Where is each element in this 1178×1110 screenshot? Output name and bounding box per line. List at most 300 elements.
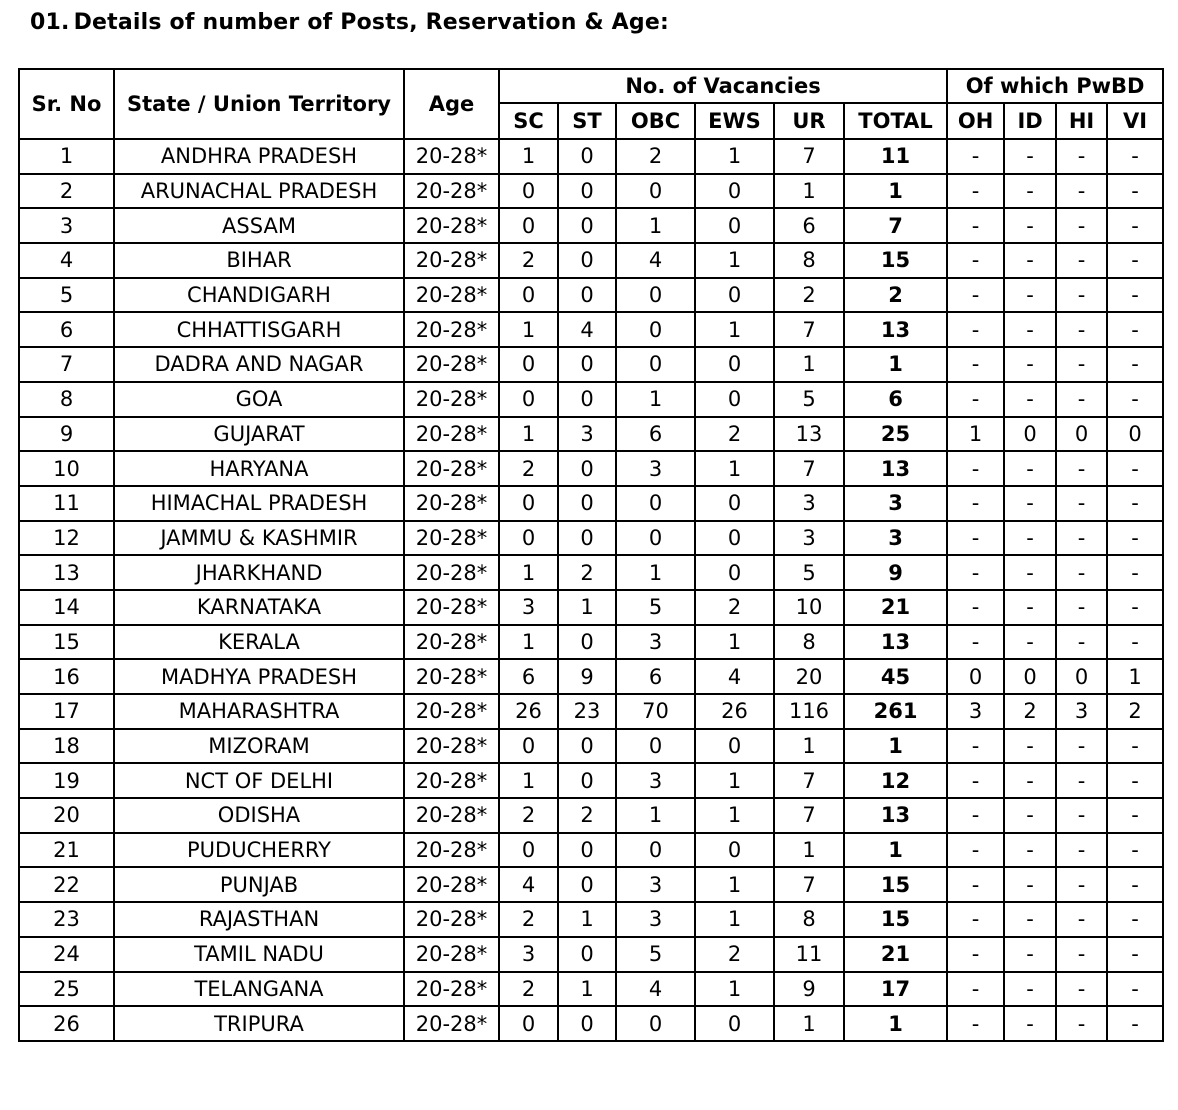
cell-state: PUDUCHERRY bbox=[114, 833, 404, 868]
cell-obc: 0 bbox=[616, 521, 695, 556]
cell-hi: - bbox=[1056, 625, 1107, 660]
cell-vi: - bbox=[1107, 1006, 1163, 1041]
cell-id: 2 bbox=[1004, 694, 1056, 729]
cell-obc: 3 bbox=[616, 867, 695, 902]
cell-obc: 70 bbox=[616, 694, 695, 729]
cell-obc: 1 bbox=[616, 798, 695, 833]
cell-sr-no: 3 bbox=[19, 208, 114, 243]
cell-st: 0 bbox=[558, 243, 616, 278]
cell-id: 0 bbox=[1004, 659, 1056, 694]
cell-hi: - bbox=[1056, 763, 1107, 798]
cell-sr-no: 16 bbox=[19, 659, 114, 694]
cell-st: 0 bbox=[558, 625, 616, 660]
cell-sc: 1 bbox=[499, 139, 558, 174]
cell-st: 3 bbox=[558, 417, 616, 452]
header-pwbd-group: Of which PwBD bbox=[947, 69, 1163, 103]
cell-st: 0 bbox=[558, 139, 616, 174]
cell-total: 1 bbox=[844, 729, 947, 764]
cell-obc: 1 bbox=[616, 382, 695, 417]
cell-oh: - bbox=[947, 451, 1004, 486]
cell-age: 20-28* bbox=[404, 798, 499, 833]
cell-st: 2 bbox=[558, 798, 616, 833]
table-row bbox=[19, 208, 1163, 243]
cell-st: 0 bbox=[558, 174, 616, 209]
cell-st: 0 bbox=[558, 867, 616, 902]
cell-id: - bbox=[1004, 625, 1056, 660]
cell-ews: 0 bbox=[695, 555, 774, 590]
cell-state: GOA bbox=[114, 382, 404, 417]
table-row bbox=[19, 382, 1163, 417]
cell-ews: 26 bbox=[695, 694, 774, 729]
header-sr-no: Sr. No bbox=[19, 69, 114, 139]
cell-sr-no: 5 bbox=[19, 278, 114, 313]
cell-vi: - bbox=[1107, 486, 1163, 521]
cell-id: - bbox=[1004, 972, 1056, 1007]
cell-ews: 0 bbox=[695, 174, 774, 209]
cell-oh: - bbox=[947, 833, 1004, 868]
cell-state: JHARKHAND bbox=[114, 555, 404, 590]
cell-state: TRIPURA bbox=[114, 1006, 404, 1041]
cell-age: 20-28* bbox=[404, 1006, 499, 1041]
cell-vi: - bbox=[1107, 937, 1163, 972]
cell-oh: 3 bbox=[947, 694, 1004, 729]
cell-oh: - bbox=[947, 867, 1004, 902]
cell-ews: 1 bbox=[695, 243, 774, 278]
cell-id: - bbox=[1004, 937, 1056, 972]
cell-ews: 1 bbox=[695, 625, 774, 660]
cell-oh: - bbox=[947, 1006, 1004, 1041]
cell-obc: 0 bbox=[616, 729, 695, 764]
cell-age: 20-28* bbox=[404, 417, 499, 452]
cell-age: 20-28* bbox=[404, 278, 499, 313]
cell-age: 20-28* bbox=[404, 972, 499, 1007]
cell-obc: 6 bbox=[616, 417, 695, 452]
cell-state: KARNATAKA bbox=[114, 590, 404, 625]
cell-ur: 1 bbox=[774, 833, 844, 868]
cell-oh: - bbox=[947, 625, 1004, 660]
cell-sc: 1 bbox=[499, 763, 558, 798]
table-row bbox=[19, 243, 1163, 278]
header-oh: OH bbox=[947, 103, 1004, 139]
cell-total: 17 bbox=[844, 972, 947, 1007]
cell-st: 4 bbox=[558, 312, 616, 347]
cell-total: 2 bbox=[844, 278, 947, 313]
cell-ews: 0 bbox=[695, 486, 774, 521]
cell-ur: 8 bbox=[774, 625, 844, 660]
cell-sr-no: 17 bbox=[19, 694, 114, 729]
cell-hi: - bbox=[1056, 798, 1107, 833]
cell-id: - bbox=[1004, 382, 1056, 417]
cell-sr-no: 24 bbox=[19, 937, 114, 972]
cell-sr-no: 11 bbox=[19, 486, 114, 521]
cell-hi: - bbox=[1056, 972, 1107, 1007]
cell-sr-no: 12 bbox=[19, 521, 114, 556]
cell-st: 0 bbox=[558, 208, 616, 243]
cell-obc: 1 bbox=[616, 555, 695, 590]
cell-ews: 0 bbox=[695, 382, 774, 417]
cell-vi: - bbox=[1107, 347, 1163, 382]
cell-hi: - bbox=[1056, 486, 1107, 521]
cell-state: TAMIL NADU bbox=[114, 937, 404, 972]
cell-total: 1 bbox=[844, 833, 947, 868]
cell-age: 20-28* bbox=[404, 486, 499, 521]
cell-obc: 2 bbox=[616, 139, 695, 174]
cell-id: - bbox=[1004, 486, 1056, 521]
cell-st: 1 bbox=[558, 972, 616, 1007]
cell-hi: - bbox=[1056, 937, 1107, 972]
cell-sr-no: 4 bbox=[19, 243, 114, 278]
cell-total: 261 bbox=[844, 694, 947, 729]
cell-oh: 1 bbox=[947, 417, 1004, 452]
cell-obc: 6 bbox=[616, 659, 695, 694]
cell-id: - bbox=[1004, 590, 1056, 625]
header-ur: UR bbox=[774, 103, 844, 139]
cell-ur: 10 bbox=[774, 590, 844, 625]
cell-sr-no: 21 bbox=[19, 833, 114, 868]
table-row bbox=[19, 417, 1163, 452]
cell-sc: 0 bbox=[499, 1006, 558, 1041]
cell-st: 0 bbox=[558, 833, 616, 868]
cell-obc: 5 bbox=[616, 937, 695, 972]
table-row bbox=[19, 625, 1163, 660]
cell-state: RAJASTHAN bbox=[114, 902, 404, 937]
header-hi: HI bbox=[1056, 103, 1107, 139]
cell-obc: 3 bbox=[616, 763, 695, 798]
cell-st: 0 bbox=[558, 521, 616, 556]
cell-id: - bbox=[1004, 451, 1056, 486]
cell-id: - bbox=[1004, 208, 1056, 243]
cell-state: BIHAR bbox=[114, 243, 404, 278]
cell-id: - bbox=[1004, 347, 1056, 382]
cell-vi: - bbox=[1107, 451, 1163, 486]
cell-st: 9 bbox=[558, 659, 616, 694]
cell-total: 7 bbox=[844, 208, 947, 243]
cell-total: 13 bbox=[844, 625, 947, 660]
cell-ur: 1 bbox=[774, 347, 844, 382]
cell-total: 1 bbox=[844, 347, 947, 382]
cell-oh: - bbox=[947, 347, 1004, 382]
cell-vi: 2 bbox=[1107, 694, 1163, 729]
table-row bbox=[19, 1006, 1163, 1041]
cell-id: - bbox=[1004, 729, 1056, 764]
table-row bbox=[19, 278, 1163, 313]
cell-ur: 7 bbox=[774, 798, 844, 833]
cell-total: 13 bbox=[844, 451, 947, 486]
cell-ur: 3 bbox=[774, 486, 844, 521]
cell-obc: 4 bbox=[616, 972, 695, 1007]
cell-obc: 0 bbox=[616, 486, 695, 521]
cell-oh: - bbox=[947, 312, 1004, 347]
cell-sc: 0 bbox=[499, 208, 558, 243]
cell-st: 23 bbox=[558, 694, 616, 729]
cell-state: KERALA bbox=[114, 625, 404, 660]
cell-age: 20-28* bbox=[404, 347, 499, 382]
cell-sc: 1 bbox=[499, 312, 558, 347]
cell-id: - bbox=[1004, 243, 1056, 278]
cell-id: - bbox=[1004, 902, 1056, 937]
cell-ews: 2 bbox=[695, 417, 774, 452]
table-row bbox=[19, 312, 1163, 347]
header-vacancies-group: No. of Vacancies bbox=[499, 69, 947, 103]
cell-state: MIZORAM bbox=[114, 729, 404, 764]
cell-obc: 0 bbox=[616, 833, 695, 868]
cell-sr-no: 18 bbox=[19, 729, 114, 764]
header-age: Age bbox=[404, 69, 499, 139]
table-row bbox=[19, 521, 1163, 556]
cell-st: 0 bbox=[558, 486, 616, 521]
header-id: ID bbox=[1004, 103, 1056, 139]
cell-total: 45 bbox=[844, 659, 947, 694]
cell-obc: 0 bbox=[616, 278, 695, 313]
cell-st: 0 bbox=[558, 347, 616, 382]
cell-hi: - bbox=[1056, 382, 1107, 417]
cell-id: - bbox=[1004, 1006, 1056, 1041]
cell-sr-no: 10 bbox=[19, 451, 114, 486]
cell-obc: 3 bbox=[616, 902, 695, 937]
cell-obc: 0 bbox=[616, 1006, 695, 1041]
cell-st: 0 bbox=[558, 763, 616, 798]
cell-sr-no: 13 bbox=[19, 555, 114, 590]
cell-vi: - bbox=[1107, 139, 1163, 174]
cell-ews: 2 bbox=[695, 937, 774, 972]
cell-ur: 1 bbox=[774, 1006, 844, 1041]
cell-state: PUNJAB bbox=[114, 867, 404, 902]
cell-id: - bbox=[1004, 521, 1056, 556]
cell-sc: 2 bbox=[499, 972, 558, 1007]
cell-hi: - bbox=[1056, 208, 1107, 243]
cell-ur: 7 bbox=[774, 867, 844, 902]
cell-sc: 2 bbox=[499, 243, 558, 278]
cell-oh: - bbox=[947, 243, 1004, 278]
cell-st: 1 bbox=[558, 902, 616, 937]
cell-sr-no: 22 bbox=[19, 867, 114, 902]
cell-sc: 0 bbox=[499, 278, 558, 313]
header-sc: SC bbox=[499, 103, 558, 139]
cell-total: 21 bbox=[844, 937, 947, 972]
cell-oh: - bbox=[947, 382, 1004, 417]
cell-hi: - bbox=[1056, 555, 1107, 590]
cell-sc: 0 bbox=[499, 521, 558, 556]
cell-sr-no: 23 bbox=[19, 902, 114, 937]
cell-hi: 0 bbox=[1056, 417, 1107, 452]
cell-id: - bbox=[1004, 278, 1056, 313]
cell-state: NCT OF DELHI bbox=[114, 763, 404, 798]
cell-vi: - bbox=[1107, 729, 1163, 764]
cell-age: 20-28* bbox=[404, 729, 499, 764]
cell-age: 20-28* bbox=[404, 139, 499, 174]
cell-total: 25 bbox=[844, 417, 947, 452]
table-row bbox=[19, 729, 1163, 764]
cell-obc: 0 bbox=[616, 312, 695, 347]
cell-ur: 20 bbox=[774, 659, 844, 694]
cell-vi: - bbox=[1107, 972, 1163, 1007]
cell-state: GUJARAT bbox=[114, 417, 404, 452]
cell-total: 15 bbox=[844, 243, 947, 278]
cell-total: 11 bbox=[844, 139, 947, 174]
table-row bbox=[19, 798, 1163, 833]
cell-age: 20-28* bbox=[404, 763, 499, 798]
cell-oh: - bbox=[947, 555, 1004, 590]
cell-oh: - bbox=[947, 174, 1004, 209]
cell-vi: - bbox=[1107, 763, 1163, 798]
cell-hi: - bbox=[1056, 139, 1107, 174]
cell-oh: - bbox=[947, 139, 1004, 174]
cell-oh: - bbox=[947, 902, 1004, 937]
cell-obc: 0 bbox=[616, 347, 695, 382]
header-total: TOTAL bbox=[844, 103, 947, 139]
cell-sc: 0 bbox=[499, 729, 558, 764]
cell-age: 20-28* bbox=[404, 694, 499, 729]
cell-sr-no: 19 bbox=[19, 763, 114, 798]
cell-ur: 8 bbox=[774, 902, 844, 937]
cell-id: 0 bbox=[1004, 417, 1056, 452]
cell-vi: - bbox=[1107, 243, 1163, 278]
cell-total: 13 bbox=[844, 312, 947, 347]
cell-age: 20-28* bbox=[404, 902, 499, 937]
cell-ur: 13 bbox=[774, 417, 844, 452]
cell-id: - bbox=[1004, 312, 1056, 347]
cell-age: 20-28* bbox=[404, 659, 499, 694]
cell-id: - bbox=[1004, 867, 1056, 902]
cell-obc: 4 bbox=[616, 243, 695, 278]
cell-hi: 3 bbox=[1056, 694, 1107, 729]
cell-ur: 7 bbox=[774, 451, 844, 486]
table-header bbox=[19, 69, 1163, 139]
cell-st: 0 bbox=[558, 937, 616, 972]
cell-state: CHHATTISGARH bbox=[114, 312, 404, 347]
cell-oh: - bbox=[947, 937, 1004, 972]
cell-id: - bbox=[1004, 763, 1056, 798]
header-vi: VI bbox=[1107, 103, 1163, 139]
cell-oh: - bbox=[947, 521, 1004, 556]
cell-hi: - bbox=[1056, 590, 1107, 625]
cell-hi: - bbox=[1056, 867, 1107, 902]
cell-ur: 8 bbox=[774, 243, 844, 278]
cell-state: MAHARASHTRA bbox=[114, 694, 404, 729]
header-ews: EWS bbox=[695, 103, 774, 139]
cell-ews: 1 bbox=[695, 972, 774, 1007]
cell-vi: 0 bbox=[1107, 417, 1163, 452]
cell-total: 1 bbox=[844, 1006, 947, 1041]
cell-age: 20-28* bbox=[404, 833, 499, 868]
cell-vi: - bbox=[1107, 590, 1163, 625]
cell-age: 20-28* bbox=[404, 243, 499, 278]
cell-ur: 1 bbox=[774, 174, 844, 209]
cell-ur: 7 bbox=[774, 763, 844, 798]
cell-state: MADHYA PRADESH bbox=[114, 659, 404, 694]
cell-st: 1 bbox=[558, 590, 616, 625]
cell-ur: 7 bbox=[774, 312, 844, 347]
cell-oh: - bbox=[947, 763, 1004, 798]
cell-obc: 5 bbox=[616, 590, 695, 625]
cell-sc: 3 bbox=[499, 937, 558, 972]
cell-hi: - bbox=[1056, 729, 1107, 764]
header-st: ST bbox=[558, 103, 616, 139]
cell-total: 6 bbox=[844, 382, 947, 417]
table-row bbox=[19, 659, 1163, 694]
cell-total: 9 bbox=[844, 555, 947, 590]
cell-total: 12 bbox=[844, 763, 947, 798]
cell-state: HARYANA bbox=[114, 451, 404, 486]
cell-age: 20-28* bbox=[404, 521, 499, 556]
cell-oh: - bbox=[947, 278, 1004, 313]
cell-hi: - bbox=[1056, 312, 1107, 347]
section-heading bbox=[30, 10, 669, 35]
cell-ews: 1 bbox=[695, 451, 774, 486]
cell-obc: 3 bbox=[616, 451, 695, 486]
cell-vi: - bbox=[1107, 902, 1163, 937]
cell-obc: 3 bbox=[616, 625, 695, 660]
cell-age: 20-28* bbox=[404, 312, 499, 347]
cell-sc: 0 bbox=[499, 382, 558, 417]
cell-ur: 7 bbox=[774, 139, 844, 174]
cell-state: CHANDIGARH bbox=[114, 278, 404, 313]
table-row bbox=[19, 694, 1163, 729]
cell-age: 20-28* bbox=[404, 625, 499, 660]
cell-sr-no: 14 bbox=[19, 590, 114, 625]
cell-id: - bbox=[1004, 555, 1056, 590]
cell-sc: 2 bbox=[499, 451, 558, 486]
table-row bbox=[19, 937, 1163, 972]
cell-ur: 116 bbox=[774, 694, 844, 729]
cell-ur: 1 bbox=[774, 729, 844, 764]
cell-sc: 3 bbox=[499, 590, 558, 625]
section-title: Details of number of Posts, Reservation & Age: bbox=[73, 10, 669, 35]
table-row bbox=[19, 867, 1163, 902]
cell-obc: 1 bbox=[616, 208, 695, 243]
cell-sc: 1 bbox=[499, 625, 558, 660]
cell-sr-no: 2 bbox=[19, 174, 114, 209]
cell-vi: - bbox=[1107, 833, 1163, 868]
cell-vi: 1 bbox=[1107, 659, 1163, 694]
cell-sr-no: 1 bbox=[19, 139, 114, 174]
cell-state: ODISHA bbox=[114, 798, 404, 833]
cell-ur: 3 bbox=[774, 521, 844, 556]
cell-ur: 2 bbox=[774, 278, 844, 313]
table-row bbox=[19, 174, 1163, 209]
cell-sc: 4 bbox=[499, 867, 558, 902]
cell-id: - bbox=[1004, 139, 1056, 174]
table-row bbox=[19, 451, 1163, 486]
cell-sc: 2 bbox=[499, 798, 558, 833]
cell-vi: - bbox=[1107, 382, 1163, 417]
cell-st: 0 bbox=[558, 1006, 616, 1041]
cell-st: 0 bbox=[558, 382, 616, 417]
cell-ur: 6 bbox=[774, 208, 844, 243]
cell-ews: 0 bbox=[695, 833, 774, 868]
section-number: 01. bbox=[30, 10, 70, 35]
vacancy-table bbox=[18, 68, 1164, 1042]
table-row bbox=[19, 902, 1163, 937]
cell-st: 0 bbox=[558, 729, 616, 764]
cell-ews: 0 bbox=[695, 208, 774, 243]
cell-hi: - bbox=[1056, 174, 1107, 209]
cell-oh: - bbox=[947, 208, 1004, 243]
cell-sc: 6 bbox=[499, 659, 558, 694]
cell-ews: 1 bbox=[695, 798, 774, 833]
cell-id: - bbox=[1004, 174, 1056, 209]
cell-ur: 9 bbox=[774, 972, 844, 1007]
cell-hi: - bbox=[1056, 347, 1107, 382]
cell-sr-no: 20 bbox=[19, 798, 114, 833]
cell-total: 1 bbox=[844, 174, 947, 209]
cell-age: 20-28* bbox=[404, 208, 499, 243]
cell-vi: - bbox=[1107, 867, 1163, 902]
cell-state: ASSAM bbox=[114, 208, 404, 243]
cell-sr-no: 8 bbox=[19, 382, 114, 417]
table-row bbox=[19, 763, 1163, 798]
cell-vi: - bbox=[1107, 278, 1163, 313]
